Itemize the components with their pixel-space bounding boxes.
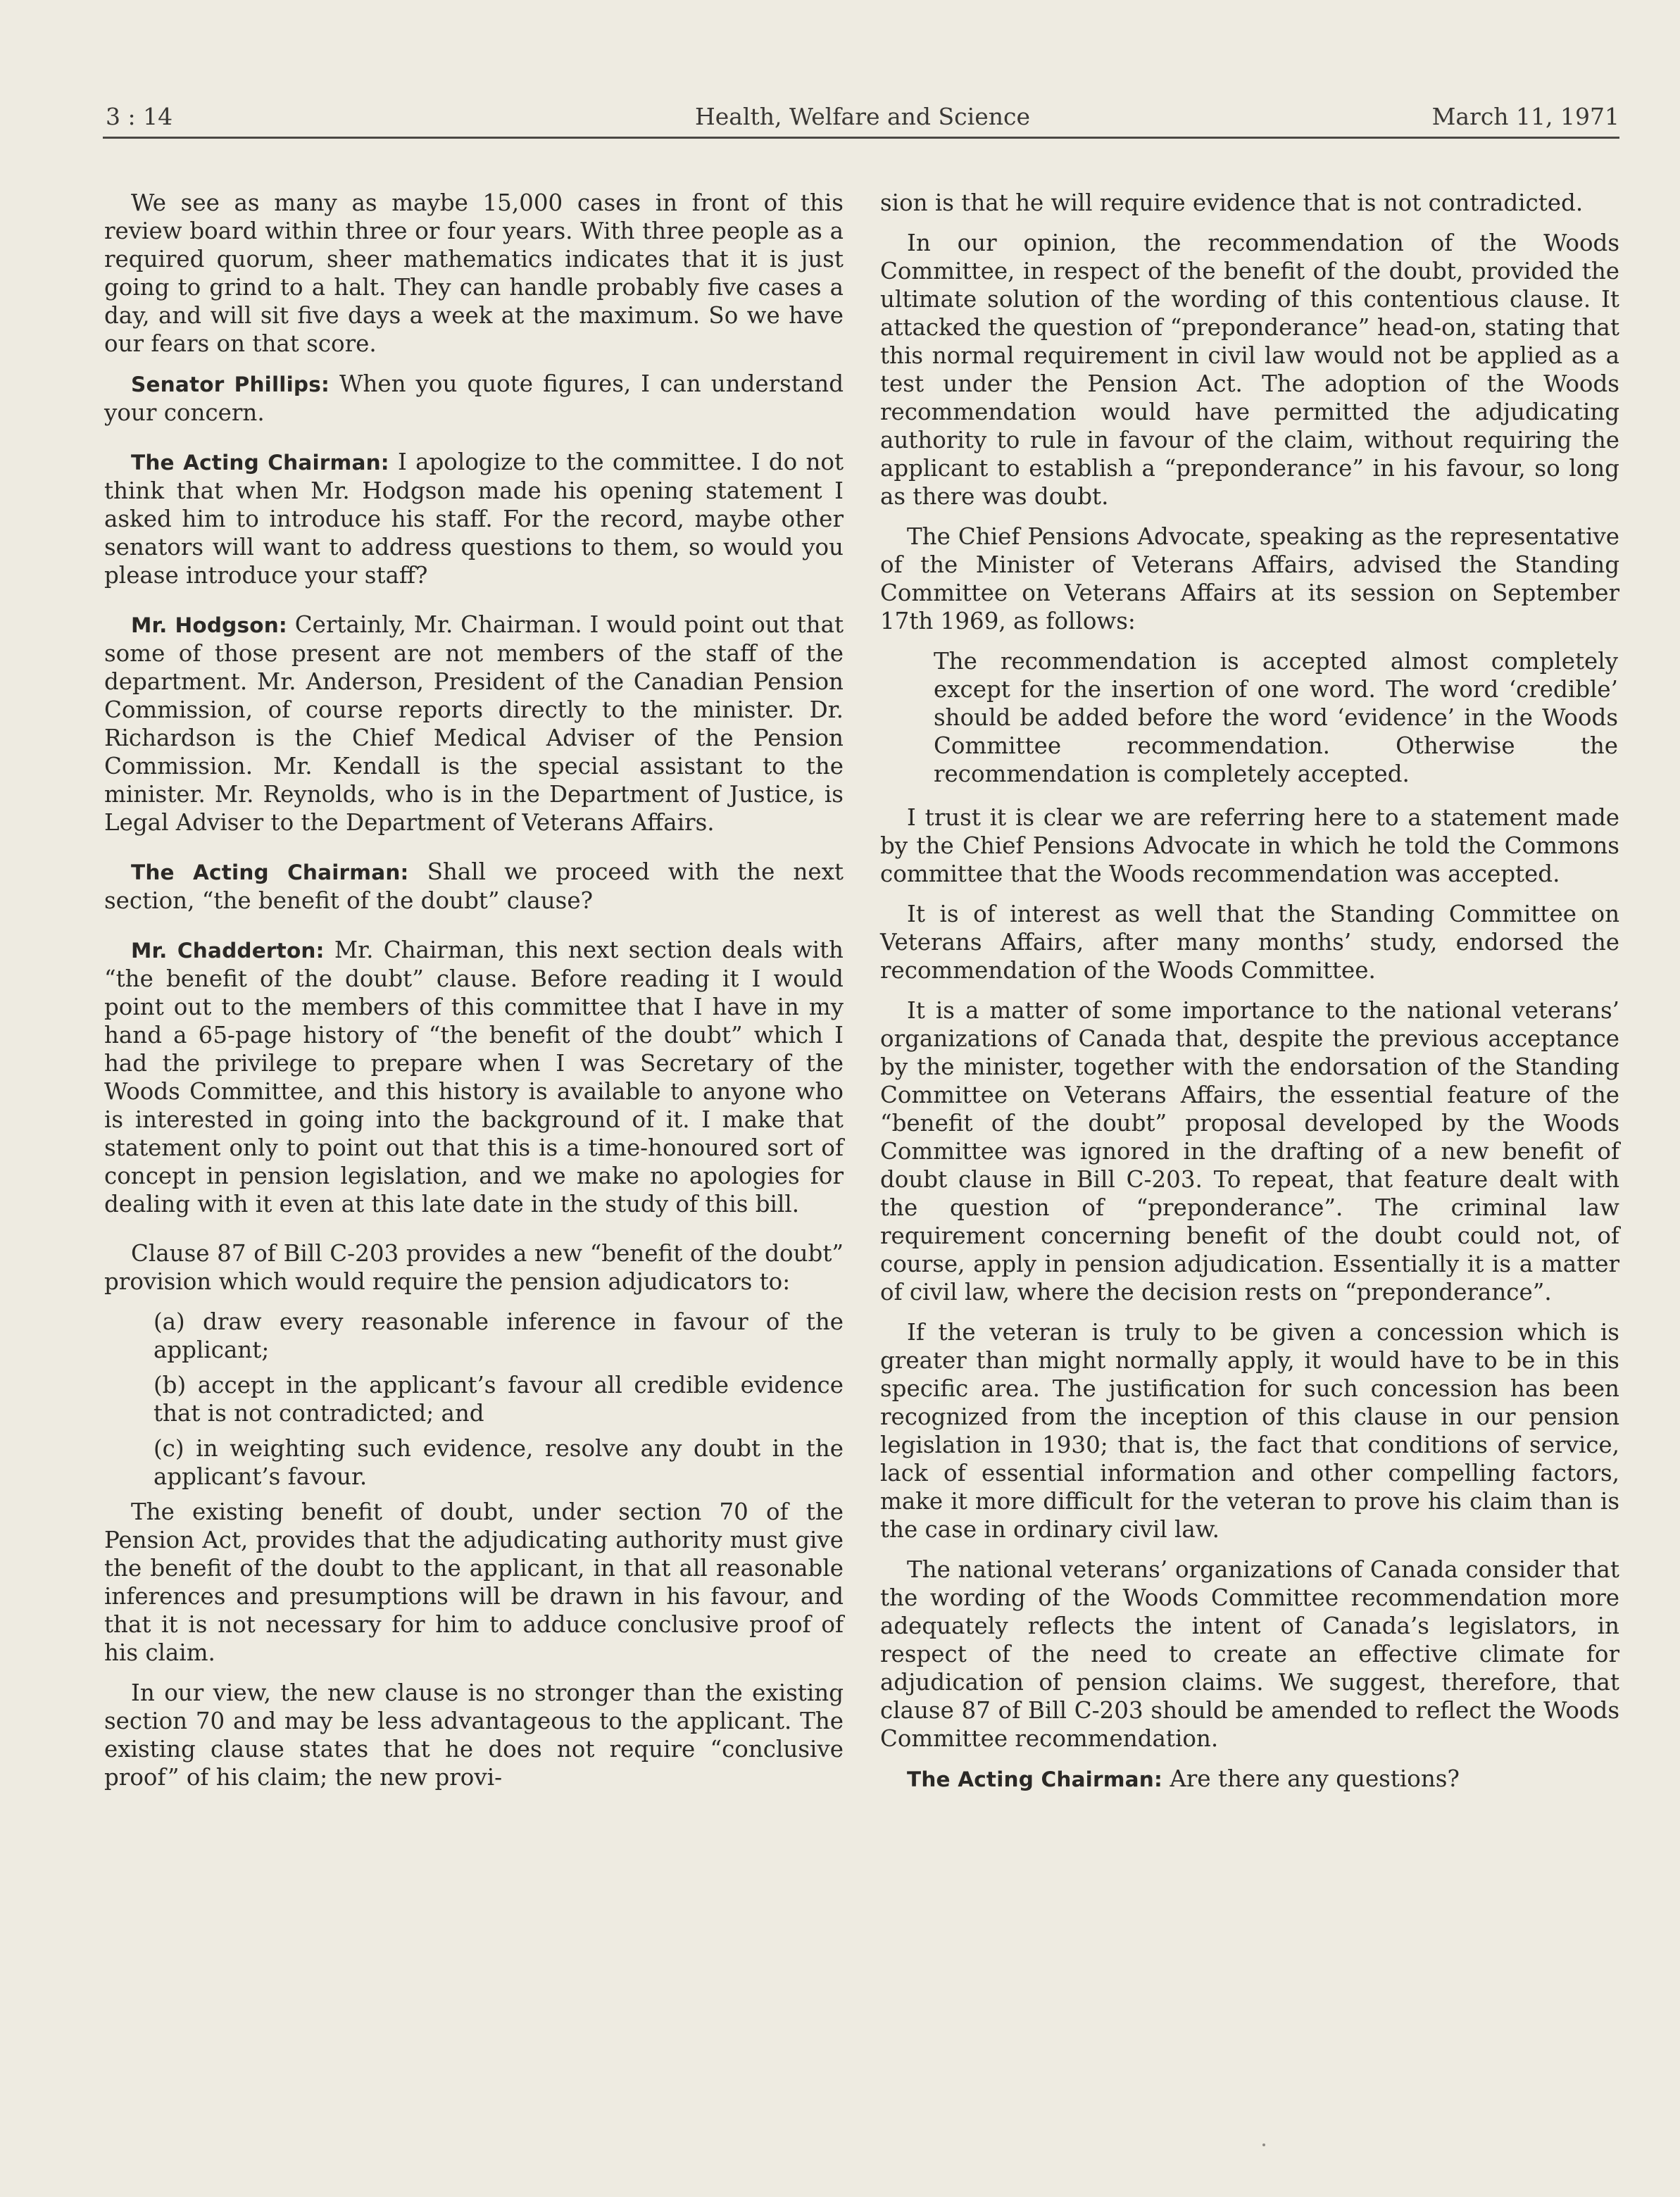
- speech-paragraph: [880, 1765, 1619, 1794]
- paragraph: Clause 87 of Bill C-203 provides a new “benefit of the doubt” provision which would require the pension adjudicators to:: [104, 1240, 844, 1295]
- speech-text: I apologize to the committee. I do not think that when Mr. Hodgson made his opening statement I asked him to introduce his staff. For the record, maybe other senators will want to address questions to them, so would you please introduce your staff?: [104, 449, 844, 589]
- speaker-name: Mr. Hodgson:: [131, 613, 287, 637]
- speaker-name: The Acting Chairman:: [907, 1767, 1162, 1791]
- paragraph: I trust it is clear we are referring here to a statement made by the Chief Pensions Advocate in which he told the Commons committee that the Woods recommendation was accepted.: [880, 804, 1619, 887]
- speech-text: Are there any questions?: [1162, 1765, 1460, 1792]
- block-quote: The recommendation is accepted almost completely except for the insertion of one word. The word ‘credible’ should be added before the word ‘evidence’ in the Woods Committee recommendation. Otherwise the recommendation is completely accepted.: [934, 648, 1618, 787]
- paragraph: The Chief Pensions Advocate, speaking as the representative of the Minister of Veterans Affairs, advised the Standing Committee on Veterans Affairs at its session on September 17th 1969, as follows:: [880, 523, 1619, 634]
- list-item: (a) draw every reasonable inference in favour of the applicant;: [153, 1308, 844, 1363]
- speech-text: Certainly, Mr. Chairman. I would point out that some of those present are not members of the staff of the department. Mr. Anderson, President of the Canadian Pension Commission, of course reports directly to the minister. Dr. Richardson is the Chief Medical Adviser of the Pension Commission. Mr. Kendall is the special assistant to the minister. Mr. Reynolds, who is in the Department of Justice, is Legal Adviser to the Department of Veterans Affairs.: [104, 611, 844, 836]
- speech-paragraph: [104, 611, 844, 837]
- speaker-name: Senator Phillips:: [131, 373, 330, 396]
- right-column: [880, 189, 1619, 1815]
- list-item: (c) in weighting such evidence, resolve any doubt in the applicant’s favour.: [153, 1435, 844, 1490]
- paragraph: It is a matter of some importance to the national veterans’ organizations of Canada that, despite the previous acceptance by the minister, together with the endorsation of the Standing Committee on Veterans Affairs, the essential feature of the “benefit of the doubt” proposal developed by the Woods Committee was ignored in the drafting of a new benefit of doubt clause in Bill C-203. To repeat, that feature dealt with the question of “preponderance”. The criminal law requirement concerning benefit of the doubt could not, of course, apply in pension adjudication. Essentially it is a matter of civil law, where the decision rests on “preponderance”.: [880, 997, 1619, 1306]
- paragraph-continued: sion is that he will require evidence that is not contradicted.: [880, 189, 1584, 216]
- publication-title: Health, Welfare and Science: [694, 103, 1030, 130]
- speech-paragraph: [104, 448, 844, 589]
- speech-paragraph: [104, 936, 844, 1218]
- speech-paragraph: [104, 858, 844, 915]
- speech-text: Shall we proceed with the next section, “the benefit of the doubt” clause?: [104, 858, 844, 914]
- speaker-name: The Acting Chairman:: [131, 860, 409, 884]
- list-item: (b) accept in the applicant’s favour all credible evidence that is not contradicted; and: [153, 1372, 844, 1427]
- speaker-name: The Acting Chairman:: [131, 451, 389, 475]
- paragraph: The national veterans’ organizations of Canada consider that the wording of the Woods Committee recommendation more adequately reflects the intent of Canada’s legislators, in respect of the need to create an effective climate for adjudication of pension claims. We suggest, therefore, that clause 87 of Bill C-203 should be amended to reflect the Woods Committee recommendation.: [880, 1556, 1619, 1752]
- left-column: [104, 189, 844, 1803]
- speech-text: Mr. Chairman, this next section deals with “the benefit of the doubt” clause. Before reading it I would point out to the members of this committee that I have in my hand a 65-page history of “the benefit of the doubt” which I had the privilege to prepare when I was Secretary of the Woods Committee, and this history is available to anyone who is interested in going into the background of it. I make that statement only to point out that this is a time-honoured sort of concept in pension legislation, and we make no apologies for dealing with it even at this late date in the study of this bill.: [104, 937, 844, 1218]
- paper-speck: [1262, 2143, 1265, 2146]
- paragraph: The existing benefit of doubt, under section 70 of the Pension Act, provides that the adjudicating authority must give the benefit of the doubt to the applicant, in that all reasonable inferences and presumptions will be drawn in his favour, and that it is not necessary for him to adduce conclusive proof of his claim.: [104, 1498, 844, 1666]
- paragraph: If the veteran is truly to be given a concession which is greater than might normally apply, it would have to be in this specific area. The justification for such concession has been recognized from the inception of this clause in our pension legislation in 1930; that is, the fact that conditions of service, lack of essential information and other compelling factors, make it more difficult for the veteran to prove his claim than is the case in ordinary civil law.: [880, 1319, 1619, 1543]
- running-header: [106, 103, 1619, 135]
- paragraph: In our opinion, the recommendation of the Woods Committee, in respect of the benefit of the doubt, provided the ultimate solution of the wording of this contentious clause. It attacked the question of “preponderance” head-on, stating that this normal requirement in civil law would not be applied as a test under the Pension Act. The adoption of the Woods recommendation would have permitted the adjudicating authority to rule in favour of the claim, without requiring the applicant to establish a “preponderance” in his favour, so long as there was doubt.: [880, 230, 1619, 510]
- speech-text: When you quote figures, I can understand your concern.: [104, 370, 844, 426]
- speech-paragraph: [104, 370, 844, 427]
- paragraph: We see as many as maybe 15,000 cases in front of this review board within three or four years. With three people as a required quorum, sheer mathematics indicates that it is just going to grind to a halt. They can handle probably five cases a day, and will sit five days a week at the maximum. So we have our fears on that score.: [104, 189, 844, 357]
- paragraph: It is of interest as well that the Standing Committee on Veterans Affairs, after many months’ study, endorsed the recommendation of the Woods Committee.: [880, 901, 1619, 984]
- page-number: 3 : 14: [106, 103, 173, 130]
- speaker-name: Mr. Chadderton:: [131, 939, 325, 963]
- header-rule: [103, 137, 1619, 139]
- header-date: March 11, 1971: [1431, 103, 1619, 130]
- paragraph: In our view, the new clause is no stronger than the existing section 70 and may be less advantageous to the applicant. The existing clause states that he does not require “conclusive proof” of his claim; the new provi-: [104, 1679, 844, 1791]
